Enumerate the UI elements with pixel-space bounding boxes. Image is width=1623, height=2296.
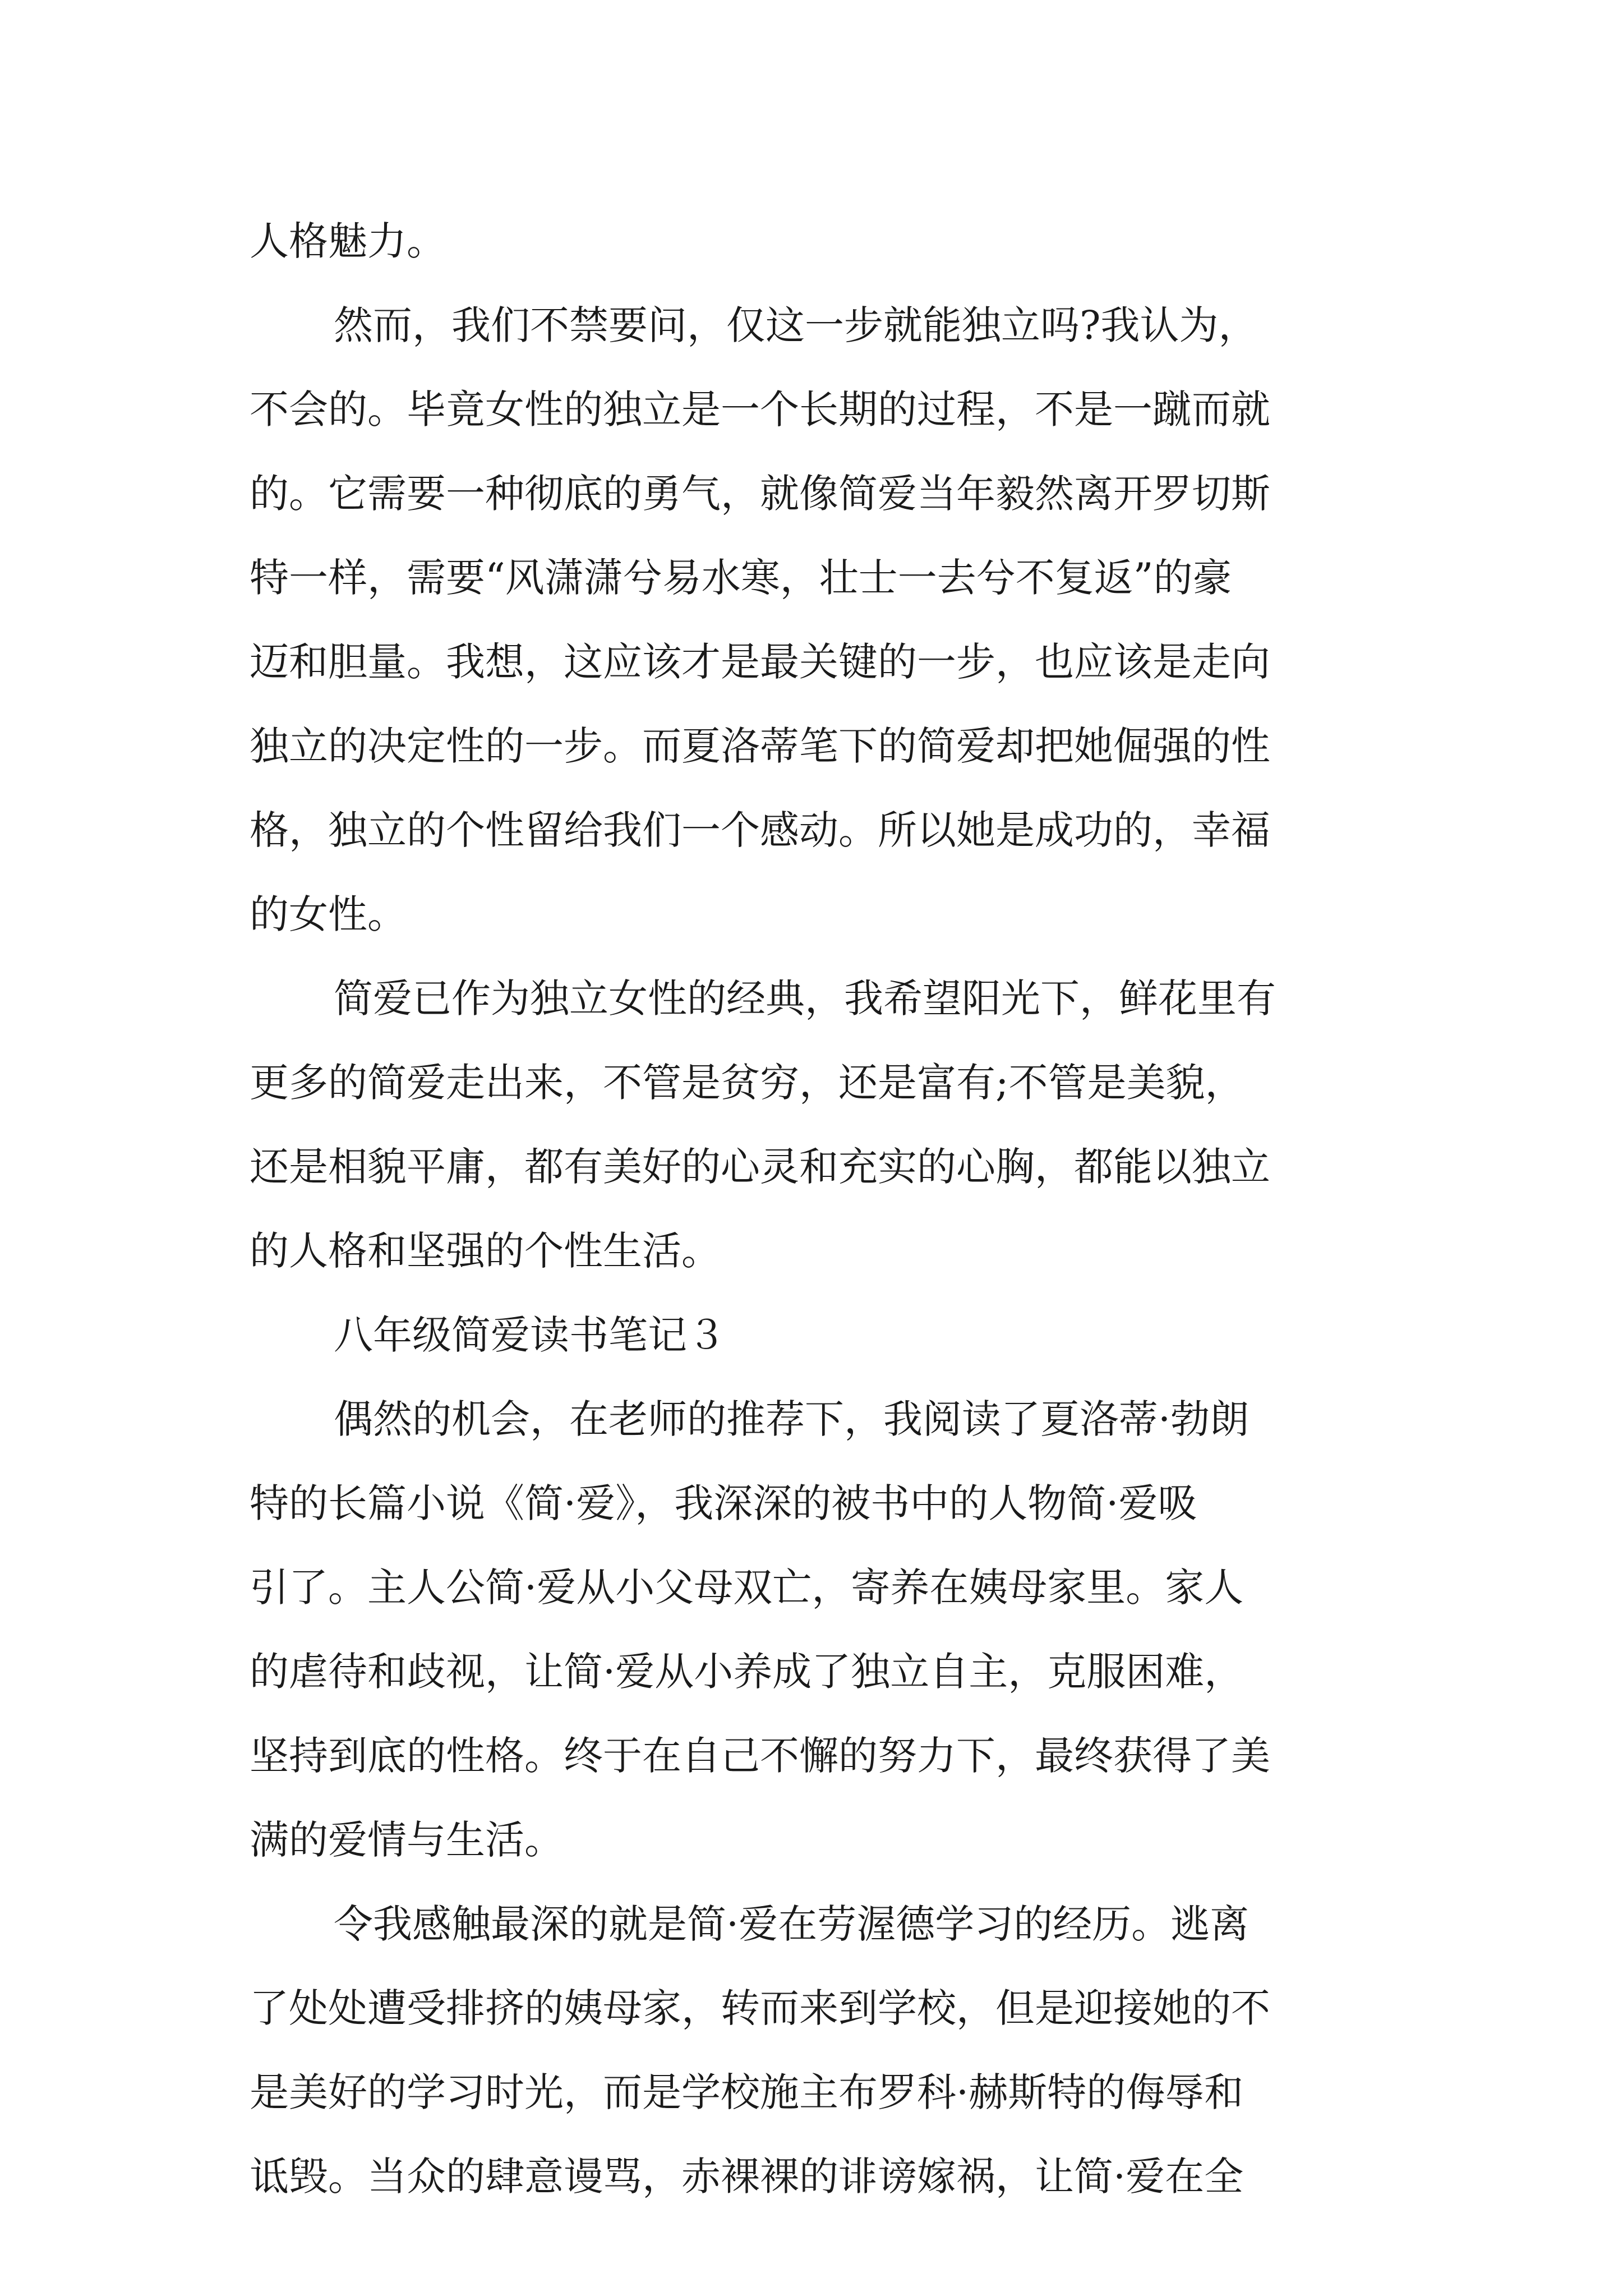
- text-line: 更多的简爱走出来，不管是贫穷，还是富有;不管是美貌，: [250, 1060, 1244, 1106]
- text-line: 还是相貌平庸，都有美好的心灵和充实的心胸，都能以独立: [250, 1144, 1270, 1190]
- text-line: 特的长篇小说《简·爱》，我深深的被书中的人物简·爱吸: [250, 1480, 1197, 1526]
- text-line: 独立的决定性的一步。而夏洛蒂笔下的简爱却把她倔强的性: [250, 723, 1270, 769]
- section-heading: 八年级简爱读书笔记３: [334, 1312, 726, 1358]
- text-line: 令我感触最深的就是简·爱在劳渥德学习的经历。逃离: [334, 1901, 1249, 1947]
- text-line: 满的爱情与生活。: [250, 1817, 564, 1863]
- text-line: 人格魅力。: [250, 218, 446, 264]
- text-line: 迈和胆量。我想，这应该才是最关键的一步，也应该是走向: [250, 639, 1270, 685]
- text-line: 诋毁。当众的肆意谩骂，赤裸裸的诽谤嫁祸，让简·爱在全: [250, 2154, 1244, 2200]
- text-line: 的。它需要一种彻底的勇气，就像简爱当年毅然离开罗切斯: [250, 471, 1270, 517]
- text-line: 坚持到底的性格。终于在自己不懈的努力下，最终获得了美: [250, 1733, 1270, 1779]
- text-line: 的虐待和歧视，让简·爱从小养成了独立自主，克服困难，: [250, 1649, 1244, 1695]
- text-line: 特一样，需要“风潇潇兮易水寒，壮士一去兮不复返”的豪: [250, 555, 1232, 601]
- text-line: 引了。主人公简·爱从小父母双亡，寄养在姨母家里。家人: [250, 1565, 1244, 1611]
- text-line: 偶然的机会，在老师的推荐下，我阅读了夏洛蒂·勃朗: [334, 1396, 1249, 1442]
- text-line: 的人格和坚强的个性生活。: [250, 1228, 721, 1274]
- text-line: 简爱已作为独立女性的经典，我希望阳光下，鲜花里有: [334, 976, 1276, 1022]
- text-line: 格，独立的个性留给我们一个感动。所以她是成功的，幸福: [250, 807, 1270, 853]
- text-line: 然而，我们不禁要问，仅这一步就能独立吗?我认为，: [334, 302, 1258, 348]
- text-line: 了处处遭受排挤的姨母家，转而来到学校，但是迎接她的不: [250, 1985, 1270, 2031]
- text-line: 不会的。毕竟女性的独立是一个长期的过程，不是一蹴而就: [250, 386, 1270, 432]
- text-line: 的女性。: [250, 891, 407, 937]
- text-line: 是美好的学习时光，而是学校施主布罗科·赫斯特的侮辱和: [250, 2069, 1244, 2115]
